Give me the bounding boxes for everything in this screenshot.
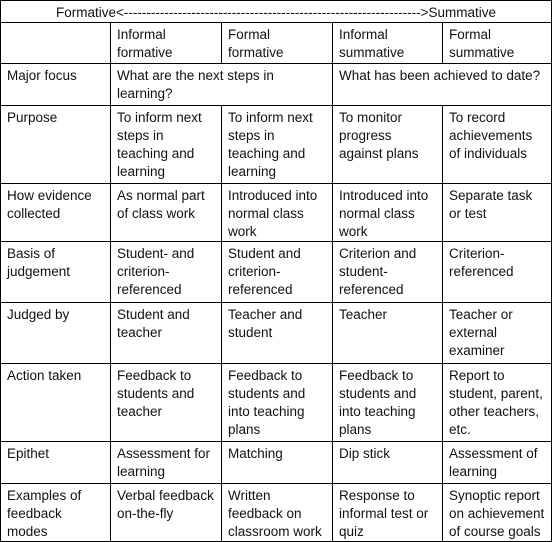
- table-row-purpose: [1, 106, 552, 184]
- judgement-informal-formative-cell: Student- and criterion-referenced: [111, 242, 222, 303]
- action-formal-summative-cell: Report to student, parent, other teachers, etc.: [443, 364, 552, 442]
- judgement-formal-summative-cell: Criterion-referenced: [443, 242, 552, 303]
- purpose-informal-formative-cell: To inform next steps in teaching and learning: [111, 106, 222, 184]
- judgement-informal-summative-cell: Criterion and student-referenced: [333, 242, 443, 303]
- epithet-formal-formative-cell: Matching: [222, 442, 333, 484]
- column-header-formal-formative: Formal formative: [222, 23, 333, 64]
- table-row-major-focus: [1, 64, 552, 106]
- feedback-informal-summative-cell: Response to informal test or quiz: [333, 484, 443, 542]
- action-informal-summative-cell: Feedback to students and into teaching plans: [333, 364, 443, 442]
- evidence-formal-formative-cell: Introduced into normal class work: [222, 184, 333, 242]
- feedback-formal-formative-cell: Written feedback on classroom work: [222, 484, 333, 542]
- column-header-formal-summative: Formal summative: [443, 23, 552, 64]
- row-label-how-evidence-collected: How evidence collected: [1, 184, 111, 242]
- major-focus-formative-cell: What are the next steps in learning?: [111, 64, 333, 106]
- row-label-epithet: Epithet: [1, 442, 111, 484]
- evidence-informal-summative-cell: Introduced into normal class work: [333, 184, 443, 242]
- row-label-action-taken: Action taken: [1, 364, 111, 442]
- formative-summative-scale-row: [1, 1, 552, 23]
- header-corner-cell: [1, 23, 111, 64]
- formative-summative-scale: Formative<------------------------------------------------------------------>Summative: [1, 1, 552, 23]
- action-formal-formative-cell: Feedback to students and into teaching plans: [222, 364, 333, 442]
- judged-by-informal-summative-cell: Teacher: [333, 303, 443, 364]
- column-header-informal-summative: Informal summative: [333, 23, 443, 64]
- table-row-basis-of-judgement: [1, 242, 552, 303]
- purpose-informal-summative-cell: To monitor progress against plans: [333, 106, 443, 184]
- feedback-formal-summative-cell: Synoptic report on achievement of course goals: [443, 484, 552, 542]
- table-row-epithet: [1, 442, 552, 484]
- judged-by-formal-summative-cell: Teacher or external examiner: [443, 303, 552, 364]
- evidence-formal-summative-cell: Separate task or test: [443, 184, 552, 242]
- major-focus-summative-cell: What has been achieved to date?: [333, 64, 552, 106]
- judgement-formal-formative-cell: Student and criterion-referenced: [222, 242, 333, 303]
- row-label-purpose: Purpose: [1, 106, 111, 184]
- purpose-formal-formative-cell: To inform next steps in teaching and learning: [222, 106, 333, 184]
- epithet-informal-summative-cell: Dip stick: [333, 442, 443, 484]
- purpose-formal-summative-cell: To record achievements of individuals: [443, 106, 552, 184]
- feedback-informal-formative-cell: Verbal feedback on-the-fly: [111, 484, 222, 542]
- judged-by-informal-formative-cell: Student and teacher: [111, 303, 222, 364]
- table-row-how-evidence-collected: [1, 184, 552, 242]
- column-header-row: [1, 23, 552, 64]
- table-row-judged-by: [1, 303, 552, 364]
- table-row-examples-of-feedback-modes: [1, 484, 552, 542]
- action-informal-formative-cell: Feedback to students and teacher: [111, 364, 222, 442]
- epithet-formal-summative-cell: Assessment of learning: [443, 442, 552, 484]
- table-row-action-taken: [1, 364, 552, 442]
- evidence-informal-formative-cell: As normal part of class work: [111, 184, 222, 242]
- judged-by-formal-formative-cell: Teacher and student: [222, 303, 333, 364]
- row-label-judged-by: Judged by: [1, 303, 111, 364]
- epithet-informal-formative-cell: Assessment for learning: [111, 442, 222, 484]
- row-label-major-focus: Major focus: [1, 64, 111, 106]
- row-label-basis-of-judgement: Basis of judgement: [1, 242, 111, 303]
- row-label-examples-of-feedback-modes: Examples of feedback modes: [1, 484, 111, 542]
- column-header-informal-formative: Informal formative: [111, 23, 222, 64]
